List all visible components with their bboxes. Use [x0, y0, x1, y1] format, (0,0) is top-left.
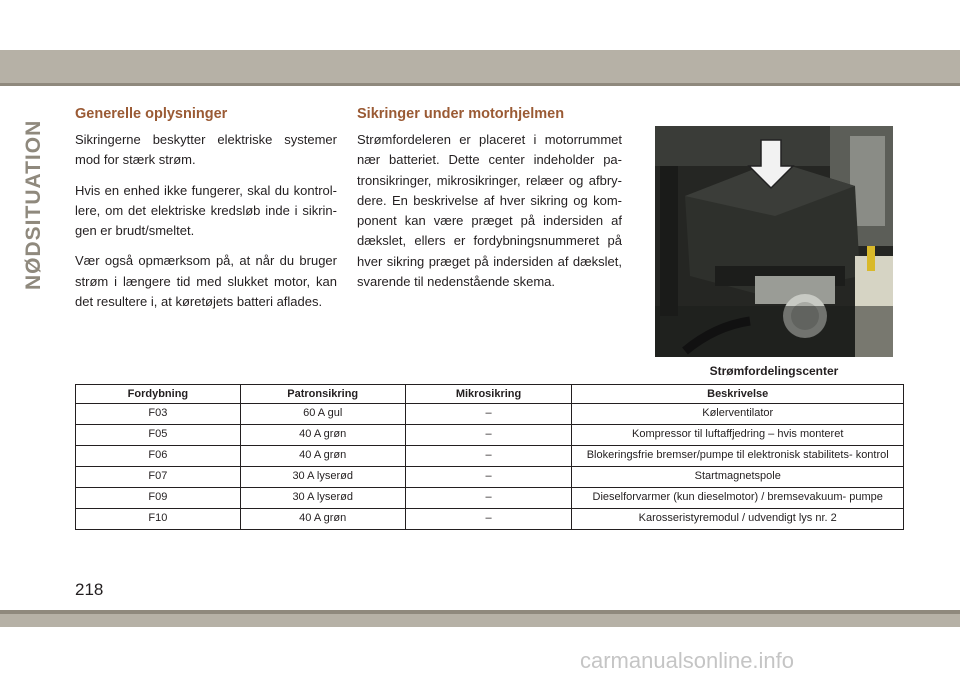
- left-column: [75, 130, 337, 322]
- table-cell: 40 A grøn: [240, 509, 405, 530]
- column-header: Mikrosikring: [405, 385, 572, 404]
- table-cell: Kompressor til luftaffjedring – hvis monteret: [572, 425, 904, 446]
- table-cell: F09: [76, 488, 241, 509]
- table-row: [76, 488, 904, 509]
- table-cell: Dieselforvarmer (kun dieselmotor) / bremsevakuum- pumpe: [572, 488, 904, 509]
- column-header: Beskrivelse: [572, 385, 904, 404]
- table-cell: –: [405, 425, 572, 446]
- table-cell: Blokeringsfrie bremser/pumpe til elektronisk stabilitets- kontrol: [572, 446, 904, 467]
- table-cell: F05: [76, 425, 241, 446]
- fuse-table: [75, 384, 904, 530]
- section-tab: [22, 119, 62, 290]
- table-row: [76, 509, 904, 530]
- column-header: Fordybning: [76, 385, 241, 404]
- table-cell: –: [405, 446, 572, 467]
- paragraph: Hvis en enhed ikke fungerer, skal du kontrollere, om det elektriske kredsløb inde i sikringen er brudt/smeltet.: [75, 182, 337, 239]
- table-cell: –: [405, 488, 572, 509]
- table-cell: Startmagnetspole: [572, 467, 904, 488]
- table-cell: Karosseristyremodul / udvendigt lys nr. 2: [572, 509, 904, 530]
- table-cell: 30 A lyserød: [240, 467, 405, 488]
- paragraph: Sikringerne beskytter elektriske systemer mod for stærk strøm.: [75, 132, 337, 168]
- heading-fuses-under-hood: Sikringer under motorhjelmen: [357, 106, 565, 122]
- table-cell: –: [405, 509, 572, 530]
- table-row: [76, 404, 904, 425]
- photo-caption: Strømfordelingscenter: [709, 364, 839, 378]
- header-rule: [0, 83, 960, 86]
- paragraph: Vær også opmærksom på, at når du bruger strøm i længere tid med slukket motor, kan det resultere i, at køretøjets batteri aflades.: [75, 253, 337, 310]
- table-cell: 30 A lyserød: [240, 488, 405, 509]
- table-cell: –: [405, 404, 572, 425]
- table-cell: F06: [76, 446, 241, 467]
- page-number: 218: [75, 580, 104, 599]
- watermark: carmanualsonline.info: [580, 648, 795, 673]
- table-cell: 60 A gul: [240, 404, 405, 425]
- engine-bay-illustration: [655, 126, 893, 357]
- engine-bay-photo: [655, 126, 893, 357]
- table-cell: F07: [76, 467, 241, 488]
- table-row: [76, 425, 904, 446]
- footer-band: [0, 614, 960, 627]
- table-cell: –: [405, 467, 572, 488]
- paragraph: Strømfordeleren er placeret i motorrummet nær batteriet. Dette center indeholder patronsikringer, mikrosikringer, relæer og afbrydere. En beskrivelse af hver sikring og komponent kan være præget på indersiden af dækslet, ellers er fordybningsnummeret på hver sikring præget på indersiden af dækslet, svarende til nedenstående skema.: [357, 132, 622, 290]
- table-cell: 40 A grøn: [240, 425, 405, 446]
- table-cell: F10: [76, 509, 241, 530]
- table-header-row: [76, 385, 904, 404]
- table-row: [76, 467, 904, 488]
- table-cell: 40 A grøn: [240, 446, 405, 467]
- heading-general-info: Generelle oplysninger: [75, 106, 228, 122]
- table-cell: F03: [76, 404, 241, 425]
- table-cell: Kølerventilator: [572, 404, 904, 425]
- section-tab-label: NØDSITUATION: [22, 119, 45, 290]
- table-row: [76, 446, 904, 467]
- right-column: [357, 130, 622, 302]
- header-band: [0, 50, 960, 83]
- column-header: Patronsikring: [240, 385, 405, 404]
